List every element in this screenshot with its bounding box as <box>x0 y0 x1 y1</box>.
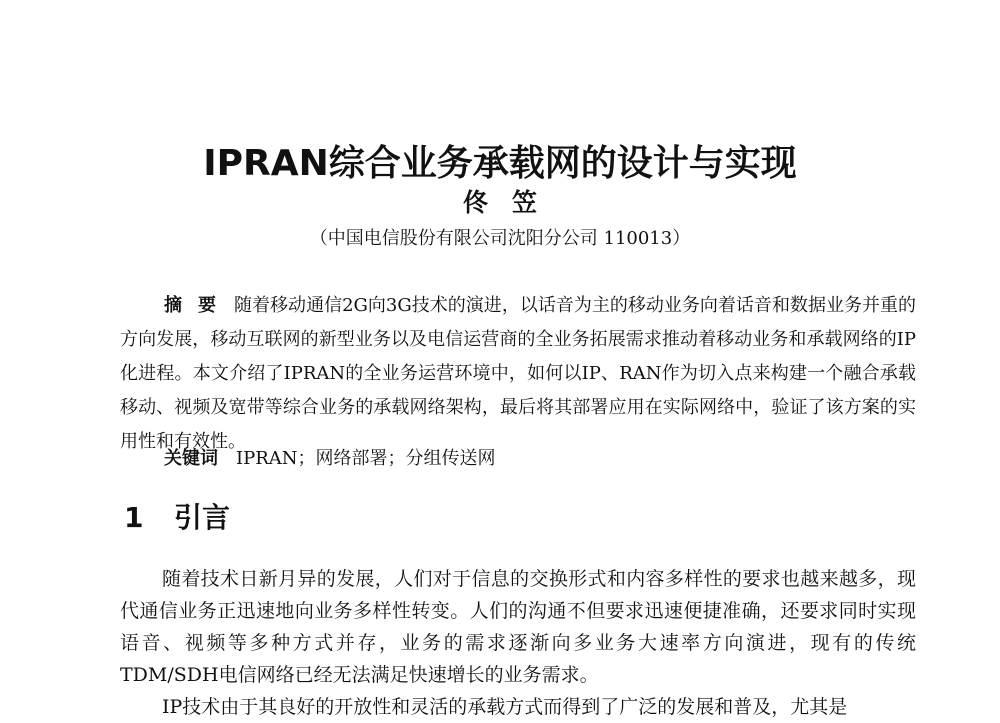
paper-title: IPRAN综合业务承载网的设计与实现 <box>203 143 797 184</box>
keywords-text: IPRAN；网络部署；分组传送网 <box>236 448 496 469</box>
abstract-block <box>120 289 916 459</box>
paper-author: 佟笠 <box>462 188 561 217</box>
abstract-paragraph <box>120 289 916 459</box>
abstract-text: 随着移动通信2G向3G技术的演进，以话音为主的移动业务向着话音和数据业务并重的方向发展，移动互联网的新型业务以及电信运营商的全业务拓展需求推动着移动业务和承载网络的IP化进程。本文介绍了IPRAN的全业务运营环境中，如何以IP、RAN作为切入点来构建一个融合承载移动、视频及宽带等综合业务的承载网络架构，最后将其部署应用在实际网络中，验证了该方案的实用性和有效性。 <box>120 295 917 452</box>
section-title: 引言 <box>174 501 231 534</box>
body-paragraph-1: 随着技术日新月异的发展，人们对于信息的交换形式和内容多样性的要求也越来越多，现代通信业务正迅速地向业务多样性转变。人们的沟通不但要求迅速便捷准确，还要求同时实现语音、视频等多种方式并存，业务的需求逐渐向多业务大速率方向演进，现有的传统TDM/SDH电信网络已经无法满足快速增长的业务需求。 <box>120 568 916 686</box>
section-heading <box>124 498 230 538</box>
keywords-label: 关键词 <box>164 448 218 469</box>
section-number: 1 <box>124 501 144 534</box>
section-body <box>120 563 916 723</box>
abstract-label: 摘要 <box>164 295 233 316</box>
keywords-line <box>164 442 496 476</box>
body-paragraph-2: IP技术由于其良好的开放性和灵活的承载方式而得到了广泛的发展和普及，尤其是 <box>162 696 848 718</box>
paper-affiliation: （中国电信股份有限公司沈阳分公司 110013） <box>309 228 691 249</box>
